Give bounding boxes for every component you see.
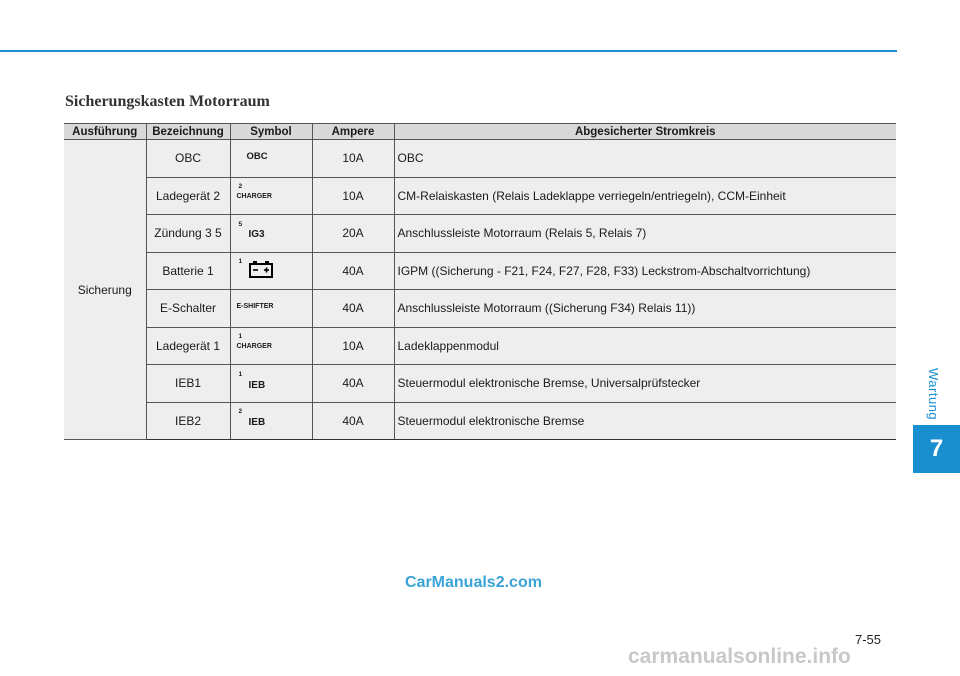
- fuse-symbol-text: IG3: [248, 228, 265, 240]
- fuse-name: Ladegerät 2: [146, 177, 230, 215]
- fuse-symbol-text: CHARGER: [236, 343, 272, 351]
- table-row: [64, 140, 896, 178]
- table-row: [64, 215, 896, 253]
- fuse-circuit: OBC: [394, 140, 896, 178]
- fuse-ampere: 40A: [312, 402, 394, 440]
- fuse-ampere: 10A: [312, 140, 394, 178]
- fuse-name: Batterie 1: [146, 252, 230, 290]
- header-bezeichnung: Bezeichnung: [146, 124, 230, 140]
- fuse-symbol-text: OBC: [246, 150, 268, 162]
- table-header-row: [64, 124, 896, 140]
- fuse-symbol: [230, 365, 312, 403]
- fuse-symbol: [230, 290, 312, 328]
- fuse-symbol-number: 1: [238, 258, 243, 266]
- fuse-symbol-label: [237, 220, 301, 244]
- fuse-symbol-number: 5: [238, 220, 243, 228]
- page-number: 7-55: [855, 632, 882, 647]
- fuse-circuit: IGPM ((Sicherung - F21, F24, F27, F28, F33) Leckstrom-Abschaltvorrichtung): [394, 252, 896, 290]
- fuse-symbol-number: 2: [238, 183, 243, 191]
- header-stromkreis: Abgesicherter Stromkreis: [394, 124, 896, 140]
- fuse-symbol-number: 1: [238, 370, 243, 378]
- table-row: [64, 290, 896, 328]
- fuse-table: [64, 123, 896, 440]
- header-ausfuehrung: Ausführung: [64, 124, 146, 140]
- fuse-circuit: Anschlussleiste Motorraum (Relais 5, Relais 7): [394, 215, 896, 253]
- fuse-symbol: [230, 140, 312, 178]
- fuse-ampere: 10A: [312, 177, 394, 215]
- fuse-ampere: 40A: [312, 365, 394, 403]
- table-row: [64, 177, 896, 215]
- watermark-site: CarManuals2.com: [405, 574, 542, 591]
- fuse-ampere: 10A: [312, 327, 394, 365]
- fuse-ampere: 40A: [312, 290, 394, 328]
- fuse-ampere: 40A: [312, 252, 394, 290]
- fuse-name: E-Schalter: [146, 290, 230, 328]
- battery-icon: [249, 260, 273, 278]
- fuse-circuit: Steuermodul elektronische Bremse: [394, 402, 896, 440]
- fuse-symbol-text: IEB: [248, 417, 266, 429]
- table-row: [64, 327, 896, 365]
- table-row: [64, 402, 896, 440]
- fuse-circuit: Anschlussleiste Motorraum ((Sicherung F34) Relais 11)): [394, 290, 896, 328]
- fuse-symbol-label: [237, 257, 301, 281]
- table-row: [64, 365, 896, 403]
- fuse-symbol: [230, 327, 312, 365]
- fuse-symbol-label: [237, 295, 301, 319]
- fuse-symbol-label: [237, 332, 301, 356]
- fuse-symbol-text: E-SHIFTER: [236, 302, 274, 310]
- fuse-symbol-label: [237, 182, 301, 206]
- fuse-symbol: [230, 177, 312, 215]
- fuse-circuit: CM-Relaiskasten (Relais Ladeklappe verriegeln/entriegeln), CCM-Einheit: [394, 177, 896, 215]
- top-rule: [0, 50, 897, 52]
- header-ampere: Ampere: [312, 124, 394, 140]
- fuse-symbol-label: [237, 407, 301, 431]
- fuse-symbol-label: [237, 145, 301, 169]
- fuse-symbol-number: 2: [238, 408, 243, 416]
- table-row: [64, 252, 896, 290]
- fuse-symbol-number: 1: [238, 333, 243, 341]
- fuse-symbol-text: IEB: [248, 379, 266, 391]
- fuse-name: Zündung 3 5: [146, 215, 230, 253]
- fuse-symbol: [230, 215, 312, 253]
- fuse-circuit: Ladeklappenmodul: [394, 327, 896, 365]
- fuse-name: Ladegerät 1: [146, 327, 230, 365]
- fuse-symbol-label: [237, 370, 301, 394]
- group-label-sicherung: Sicherung: [64, 140, 146, 440]
- fuse-ampere: 20A: [312, 215, 394, 253]
- fuse-name: OBC: [146, 140, 230, 178]
- fuse-name: IEB2: [146, 402, 230, 440]
- fuse-circuit: Steuermodul elektronische Bremse, Universalprüfstecker: [394, 365, 896, 403]
- fuse-symbol-text: CHARGER: [236, 193, 272, 201]
- section-title: Sicherungskasten Motorraum: [65, 93, 270, 110]
- fuse-symbol: [230, 252, 312, 290]
- watermark-bottom: carmanualsonline.info: [628, 645, 851, 668]
- chapter-side-label: Wartung: [926, 368, 941, 421]
- fuse-name: IEB1: [146, 365, 230, 403]
- fuse-symbol: [230, 402, 312, 440]
- chapter-number-tab: 7: [913, 425, 960, 473]
- header-symbol: Symbol: [230, 124, 312, 140]
